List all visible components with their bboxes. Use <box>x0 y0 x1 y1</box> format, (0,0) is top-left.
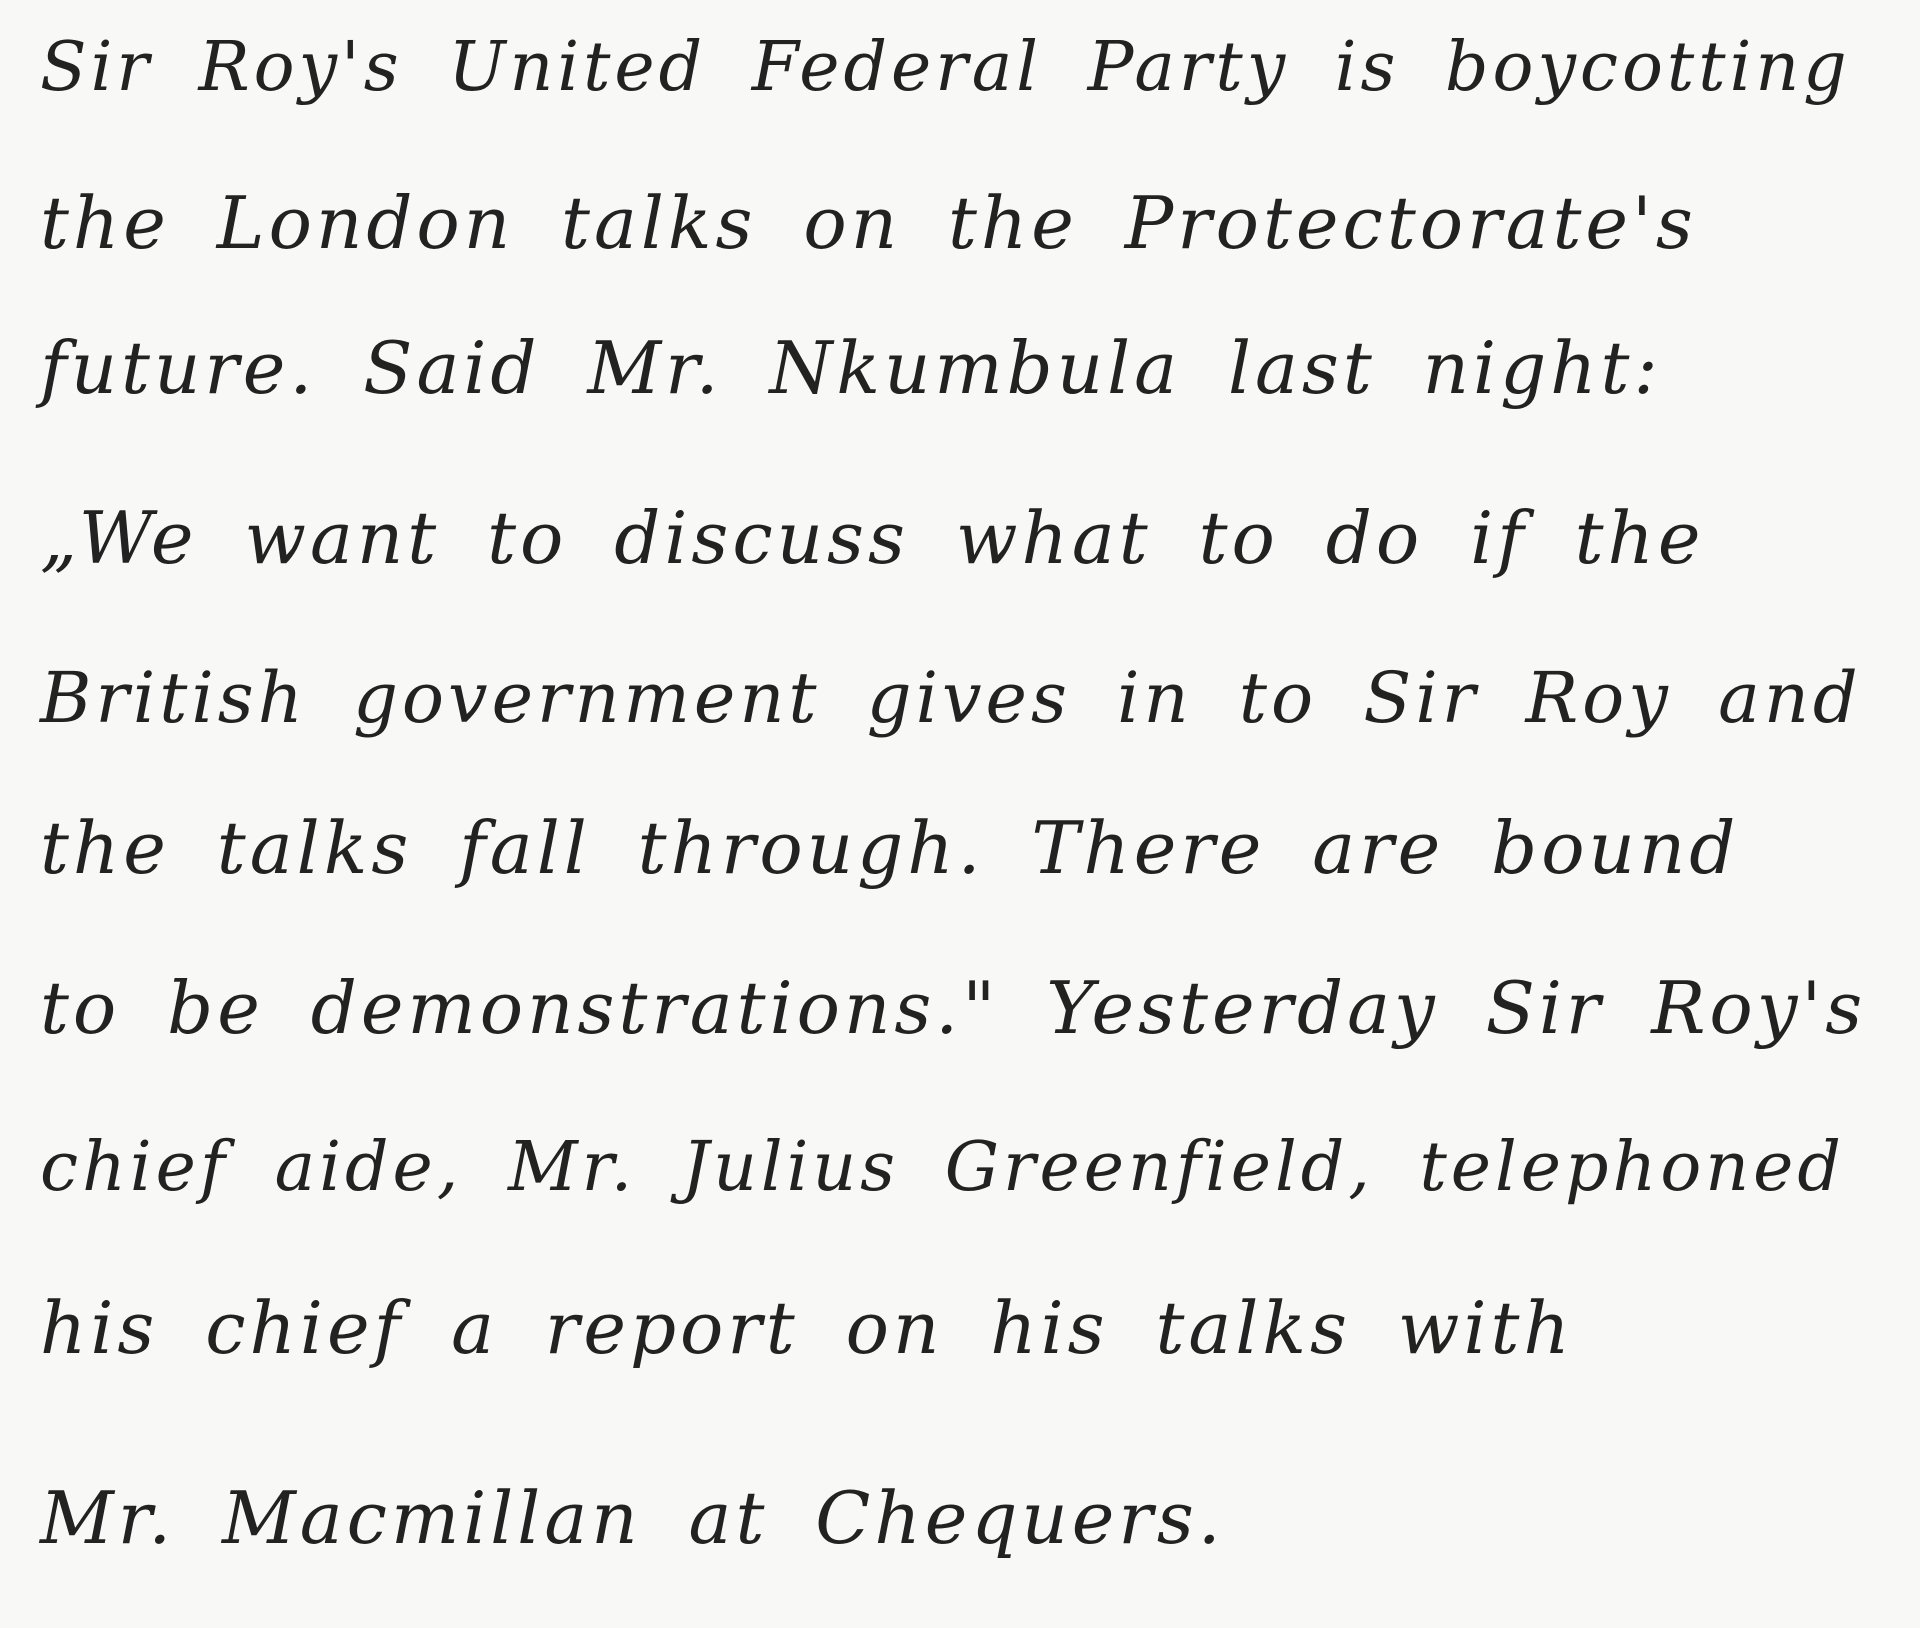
text-line-8: chief aide, Mr. Julius Greenfield, telephoned <box>40 1128 1845 1207</box>
text-line-9: his chief a report on his talks with <box>40 1286 1574 1370</box>
text-line-6: the talks fall through. There are bound <box>40 806 1740 890</box>
text-line-3: future. Said Mr. Nkumbula last night: <box>40 326 1662 410</box>
text-line-5: British government gives in to Sir Roy and <box>40 657 1862 739</box>
text-line-2: the London talks on the Protectorate's <box>40 181 1697 265</box>
text-line-1: Sir Roy's United Federal Party is boycotting <box>40 28 1851 107</box>
text-line-10: Mr. Macmillan at Chequers. <box>40 1476 1225 1560</box>
text-line-7: to be demonstrations." Yesterday Sir Roy's <box>40 966 1867 1050</box>
text-line-4: „We want to discuss what to do if the <box>40 496 1705 580</box>
